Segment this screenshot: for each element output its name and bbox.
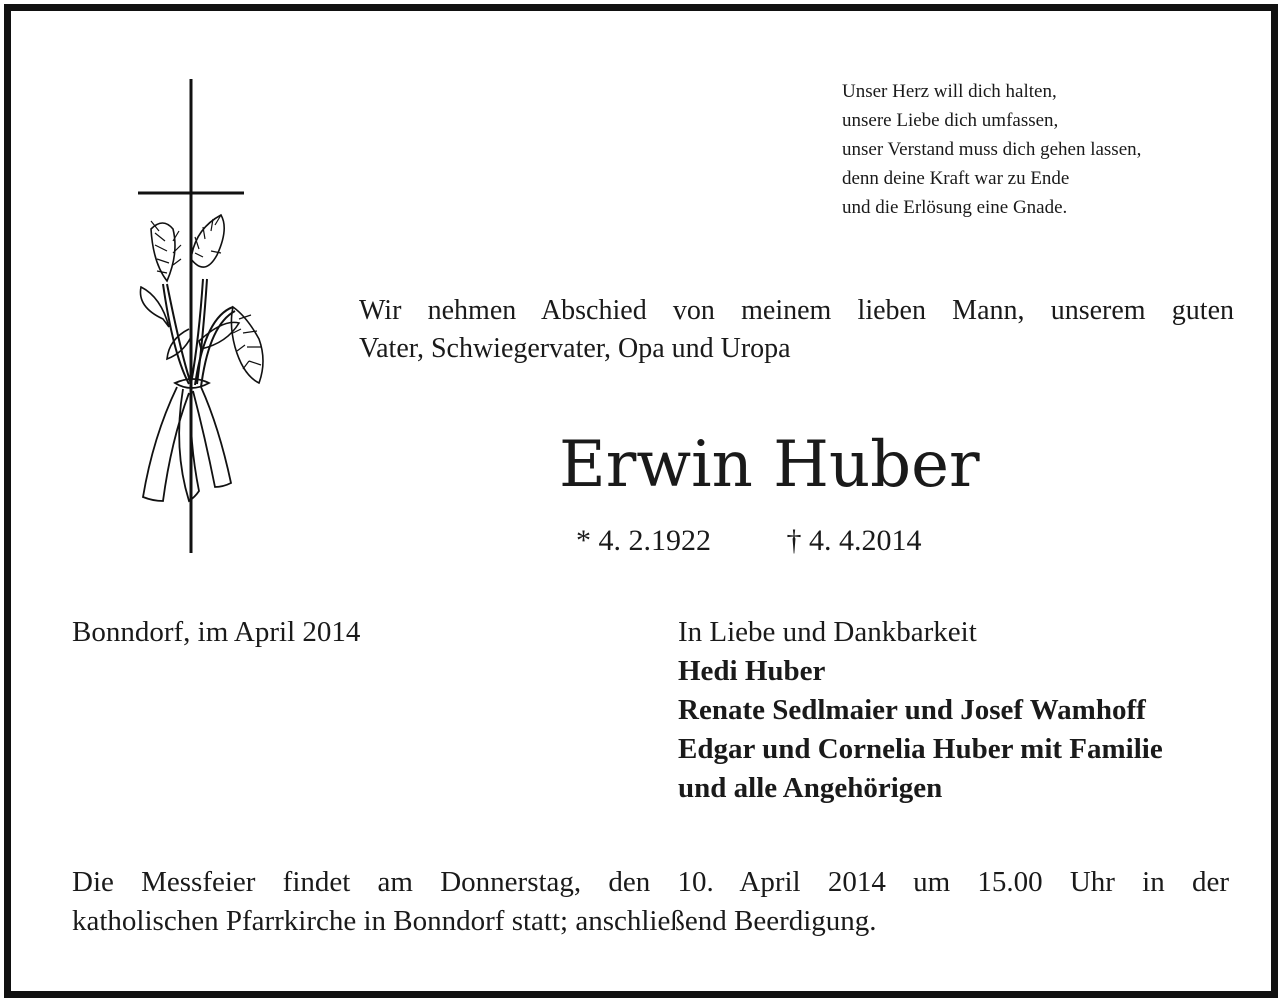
- poem-line: unser Verstand muss dich gehen lassen,: [842, 139, 1142, 160]
- life-dates: [576, 521, 922, 561]
- poem-line: und die Erlösung eine Gnade.: [842, 197, 1068, 218]
- service-line: Die Messfeier findet am Donnerstag, den 10. April 2014 um 15.00 Uhr in der: [72, 866, 1229, 898]
- intro-line: Vater, Schwiegervater, Opa und Uropa: [359, 333, 791, 364]
- mourners-heading: In Liebe und Dankbarkeit: [678, 616, 977, 648]
- cross-with-wheat-icon: [129, 79, 279, 559]
- service-announcement: [72, 863, 1229, 941]
- service-line: katholischen Pfarrkirche in Bonndorf statt; anschließend Beerdigung.: [72, 905, 877, 937]
- poem-line: unsere Liebe dich umfassen,: [842, 110, 1059, 131]
- poem-line: Unser Herz will dich halten,: [842, 81, 1057, 102]
- mourner-name: und alle Angehörigen: [678, 772, 943, 804]
- obituary-notice: [4, 4, 1278, 998]
- poem-line: denn deine Kraft war zu Ende: [842, 168, 1070, 189]
- mourner-name: Edgar und Cornelia Huber mit Familie: [678, 733, 1163, 765]
- place-and-date: Bonndorf, im April 2014: [72, 616, 361, 648]
- death-date: † 4. 4.2014: [786, 524, 922, 557]
- mourner-name: Renate Sedlmaier und Josef Wamhoff: [678, 694, 1146, 726]
- deceased-name: Erwin Huber: [559, 428, 980, 502]
- poem-verse: [842, 77, 1262, 222]
- intro-line: Wir nehmen Abschied von meinem lieben Mann, unserem guten: [359, 295, 1234, 326]
- mourners-block: [678, 613, 1248, 808]
- mourner-name: Hedi Huber: [678, 655, 826, 687]
- farewell-intro: [359, 292, 1234, 368]
- birth-date: * 4. 2.1922: [576, 524, 711, 557]
